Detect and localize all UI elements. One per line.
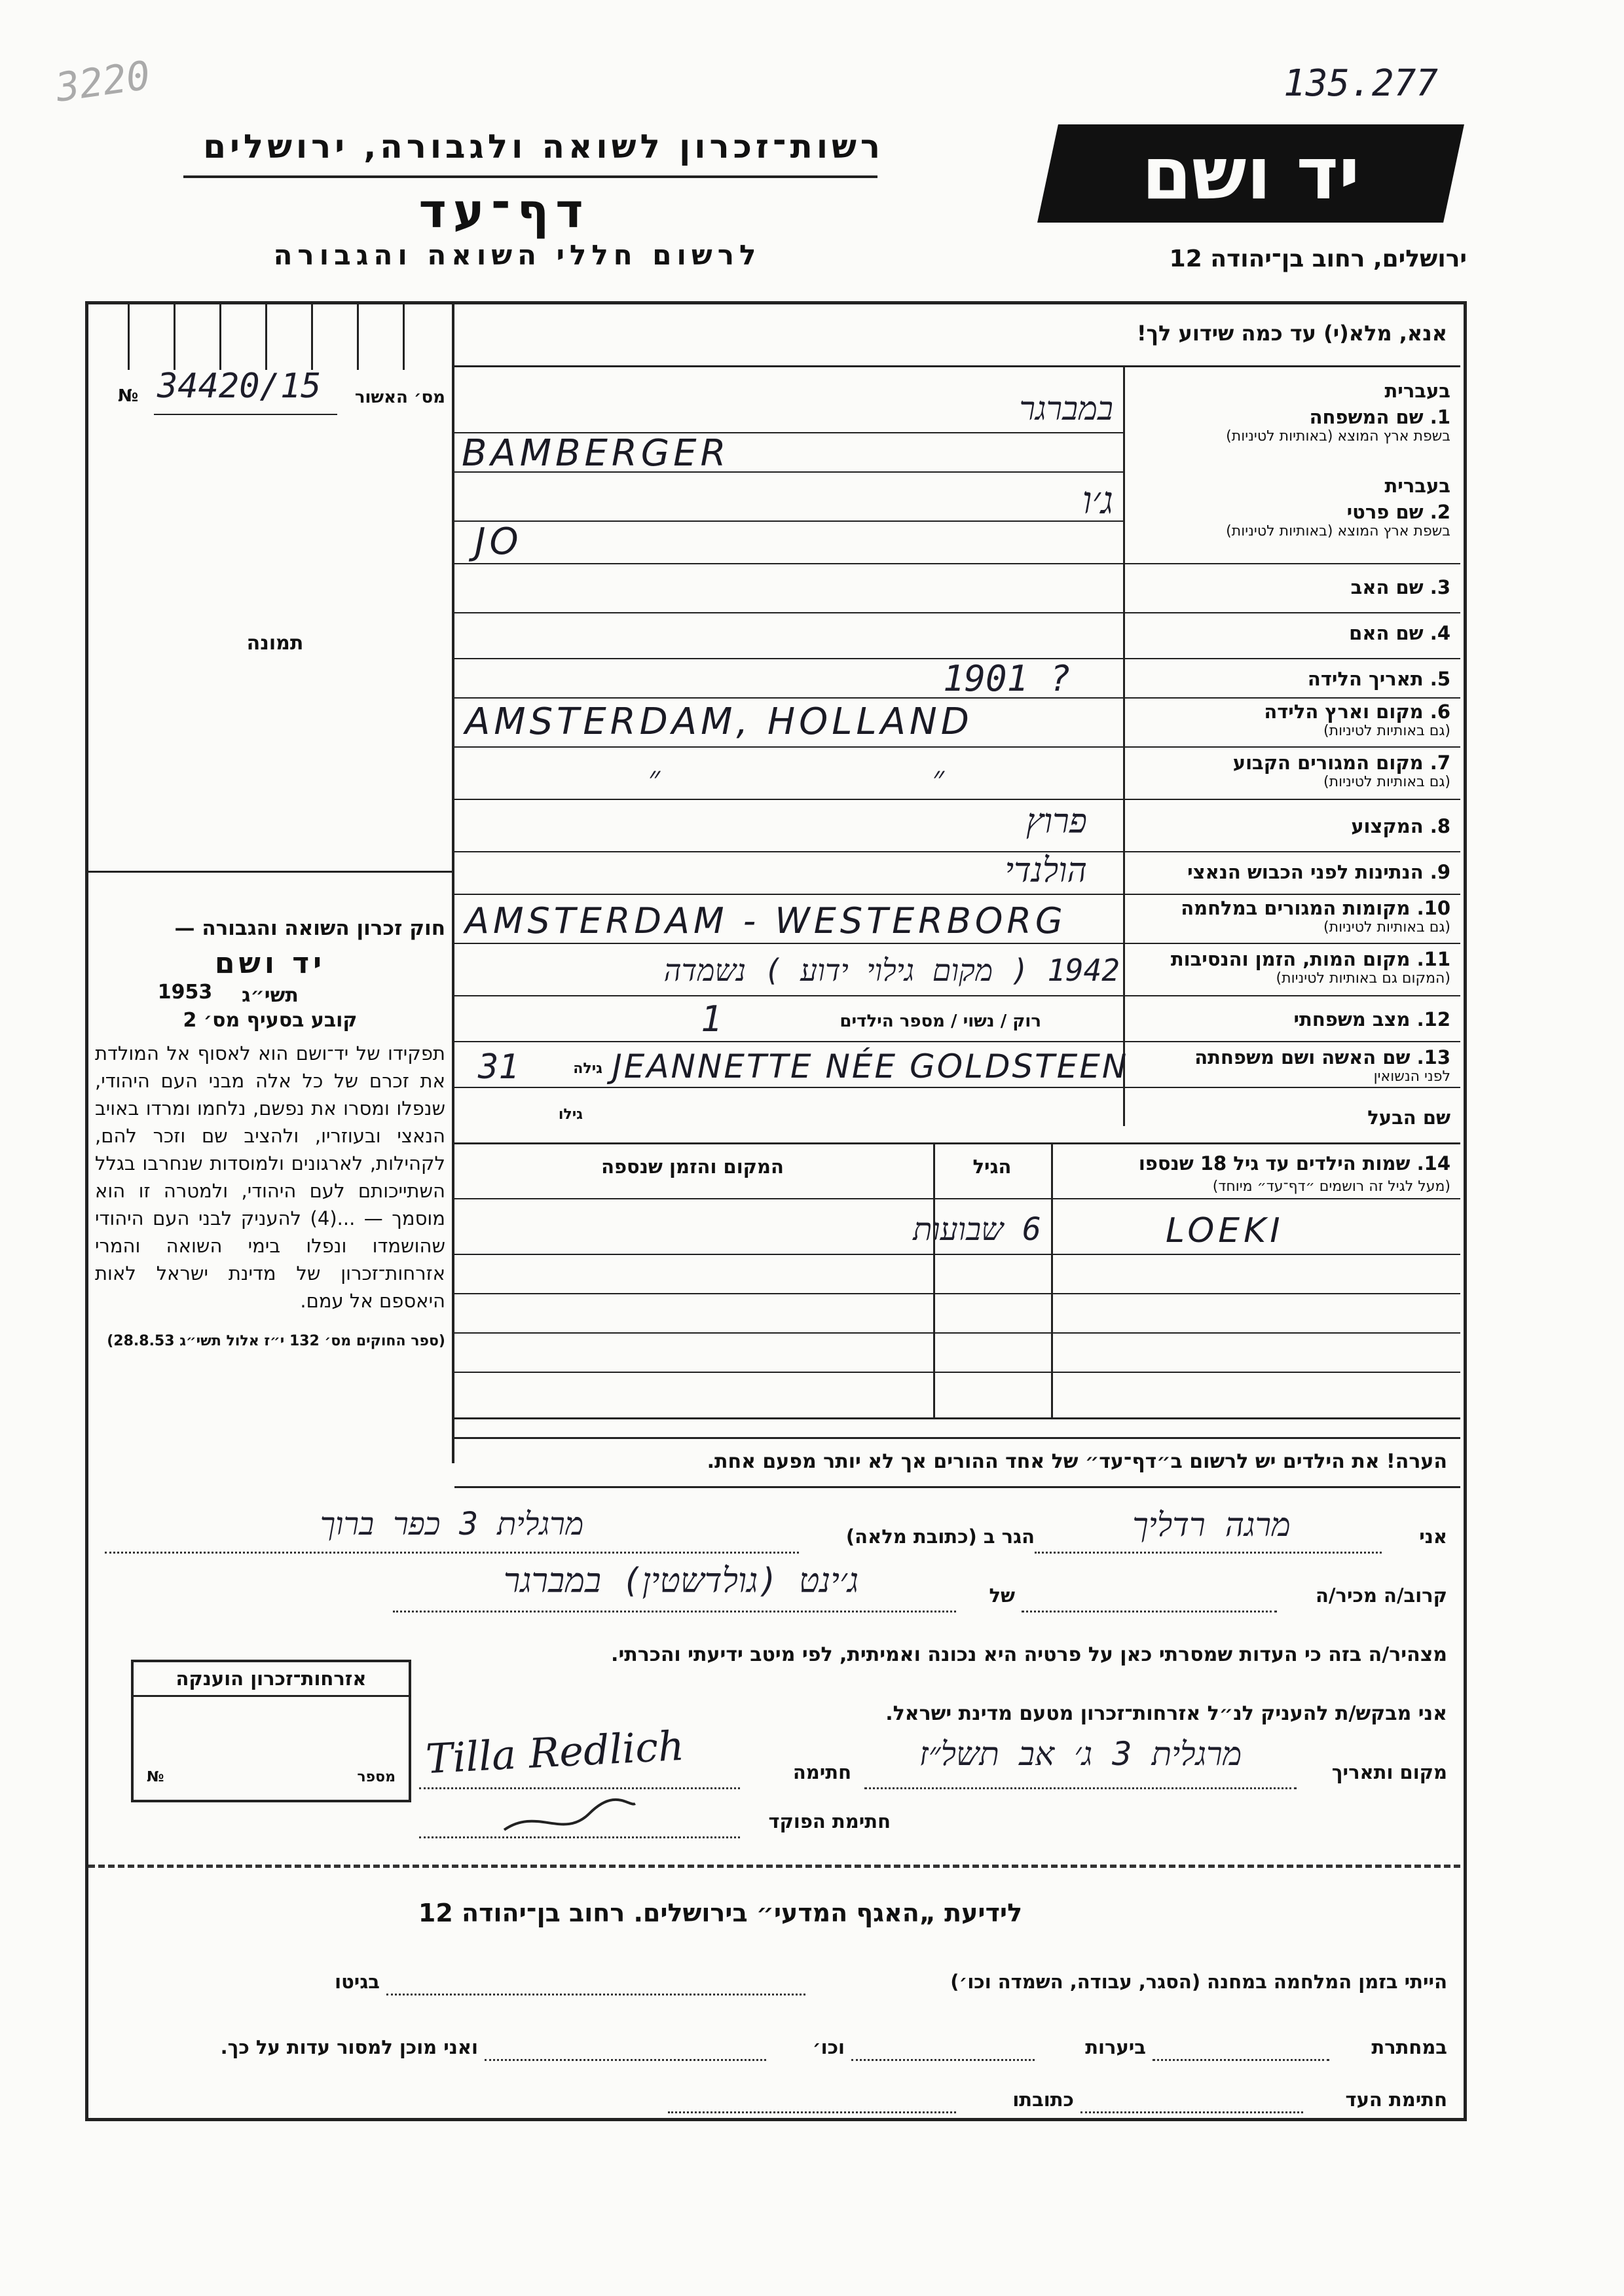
field-num: 13. [1416,1046,1450,1068]
husband-age-label: גילו [558,1106,583,1123]
decl-i-label: אני [1419,1525,1447,1548]
field-label: תאריך הלידה [1307,668,1424,690]
decl-official-label: חתימת הפוקד [768,1810,891,1832]
field-husband [1130,1106,1450,1129]
field-sub: (גם באותיות לטיניות) [1323,723,1450,739]
registration-number: 34420/15 [157,367,322,406]
law-title: חוק זכרון השואה והגבורה — [174,917,445,940]
photo-label: תמונה [246,632,304,655]
address: ירושלים, רחוב בן־יהודה 12 [1169,246,1467,272]
field-sub: (גם באותיות לטיניות) [1323,774,1450,790]
field-spouse [1130,1046,1450,1085]
law-text: תפקידו של יד־ושם הוא לאסוף אל המולדת את זכרם של כל אלה מבני העם היהודי, שנפלו ומסרו את נפשם, נלחמו ומרדו באויב הנאצי ובעוזריו, ולהציב שם וזכר להם, לקהילות, לארגונים ולמוסדות שנחרבו בגלל השתייכותם לעם היהודי, ולמטרה זו הוא מוסמך — ...(4) להעניק לבני העם היהודי שהושמדו ונפלו בימי השואה והמרי אזרחות־זכרון של מדינת ישראל לאות היאספם אל עמם. [95,1042,445,1312]
children-place-header: המקום והזמן שנספה [601,1156,784,1178]
field-birth-place [1130,701,1450,739]
children-note: הערה! את הילדים יש לרשום ב״דף־עד״ של אחד ההורים אך לא יותר מפעם אחת. [707,1450,1447,1473]
field-num: 11. [1416,948,1450,970]
children-title: שמות הילדים עד גיל 18 שנספו [1138,1152,1411,1175]
top-note: אנא, מלא(י) עד כמה שידוע לך! [1136,321,1447,346]
field-marital-status [1130,1008,1450,1030]
field-label: מצב משפחתי [1293,1008,1411,1030]
marital-sub: רוק / נשוי / מספר הילדים [840,1011,1041,1031]
decl-statement: מצהיר/ה בזה כי העדות שמסרתי כאן על פרטיה היא נכונה ואמיתית, לפי מיטב ידיעתי והכרתי. [611,1643,1447,1666]
decl-signature-label: חתימה [792,1761,851,1783]
children-header [1058,1152,1450,1195]
field-residence [1130,752,1450,790]
field-sub: (גם באותיות לטיניות) [1323,919,1450,936]
registration-boxes [88,304,452,370]
field-num: 10. [1416,897,1450,919]
corner-stamp-number: 3220 [52,52,153,111]
law-box [95,917,445,1493]
address-label: (כתובת מלאה) [845,1525,977,1548]
field-num: 1. [1430,406,1450,428]
field-sub: לפני הנשואין [1373,1068,1450,1085]
honorary-box [131,1660,411,1802]
field-father-name [1130,576,1450,598]
bottom-line1-end: בגיטו [335,1971,380,1993]
honorary-number-label: מספר [357,1769,396,1785]
bottom-line2-mid2: וכו׳ [812,2036,845,2058]
field-label: מקומות המגורים במלחמה [1181,897,1411,919]
decl-residing-label [805,1525,1035,1548]
decl-place-date-label: מקום ותאריך [1331,1761,1447,1783]
wife-name-value: JEANNETTE NÉE GOLDSTEEN [612,1048,1129,1085]
death-place-value: 1942 ( מקום גילוי ידוע ) נשמדה [663,953,1120,988]
archive-number: 135.277 [1283,62,1439,105]
birth-place-value: AMSTERDAM, HOLLAND [465,701,973,743]
child-name: LOEKI [1166,1211,1284,1250]
wife-age-value: 31 [478,1048,519,1087]
registration-prefix: № [118,386,139,406]
field-num: 7. [1430,752,1450,774]
bottom-line3-start: חתימת העד [1345,2088,1447,2111]
deceased-reference: ג׳ינט (גולדשטין) במברגר [503,1561,859,1601]
field-sub: (המקום גם באותיות לטיניות) [1276,970,1450,987]
declarant-address: מרגלית 3 כפר ברוך [320,1506,584,1542]
field-num: 6. [1430,701,1450,723]
decl-relative-label: קרוב/ה מכיר/ה [1316,1584,1447,1607]
field-label: שם האשה ושם משפחתה [1194,1046,1411,1068]
field-num: 9. [1430,861,1450,883]
field-mother-name [1130,622,1450,644]
wartime-residence-value: AMSTERDAM - WESTERBORG [465,900,1067,941]
yad-vashem-logo [1037,124,1464,223]
field-sub: בשפת ארץ המוצא (באותיות לטיניות) [1226,428,1450,445]
field-nationality [1130,861,1450,883]
declarant-signature: Tilla Redlich [424,1721,686,1783]
bottom-divider [88,1865,1460,1868]
children-age-header: הגיל [972,1156,1012,1178]
law-citation: (ספר החוקים מס׳ 132 י״ז אלול תשי״ג 28.8.53) [107,1333,445,1349]
field-label: מקום וארץ הלידה [1264,701,1424,723]
law-year-hebrew: תשי״ג [242,984,299,1007]
bottom-line2-start: במחתרת [1371,2036,1447,2058]
bottom-line3-mid: כתובתו [1012,2088,1074,2111]
field-num: 2. [1430,501,1450,523]
place-date-value: מרגלית 3 ג׳ אב תשל״ז [919,1735,1242,1773]
honorary-title: אזרחות־זכרון הוענקה [134,1662,409,1697]
declarant-name: מרגה רדליך [1132,1506,1291,1544]
hebrew-tag: בעברית [1384,475,1450,497]
form-name: דף־עד [418,183,590,238]
field-label: שם המשפחה [1309,406,1424,428]
family-name-value: BAMBERGER [462,432,730,475]
birth-date-value: 1901 ? [943,658,1071,699]
bottom-line2-end: ואני מוכן למסור עדות על כך. [220,2036,478,2058]
first-name-value: JO [475,520,523,563]
registration-label: מס׳ האשור [354,388,445,407]
field-first-name [1130,475,1450,539]
authority-title: רשות־זכרון לשואה ולגבורה, ירושלים [203,128,884,166]
logo-text: יד ושם [1141,132,1360,215]
bottom-line2-mid1: ביערות [1085,2036,1146,2058]
field-num: 8. [1430,815,1450,837]
honorary-prefix: № [147,1769,164,1785]
field-label: מקום המגורים הקבוע [1232,752,1424,774]
field-label: שם האב [1350,576,1424,598]
field-profession [1130,815,1450,837]
field-label: המקצוע [1351,815,1424,837]
field-sub: בשפת ארץ המוצא (באותיות לטיניות) [1226,523,1450,539]
residing-label: הגר ב [983,1525,1035,1548]
field-label: שם פרטי [1346,501,1424,523]
field-birth-date [1130,668,1450,690]
form-purpose: לרשום חללי השואה והגבורה [273,239,762,271]
field-num: 14. [1416,1152,1450,1175]
field-num: 3. [1430,576,1450,598]
profession-value: פרוץ [1025,802,1087,841]
field-death-place [1130,948,1450,987]
child-age: 6 שבועות [913,1211,1041,1248]
bottom-heading: לידיעת „האגף המדעי״ בירושלים. רחוב בן־יהודה 12 [418,1899,1023,1927]
field-label: מקום המות, הזמן והנסיבות [1170,948,1411,970]
field-family-name [1130,380,1450,445]
residence-value: ״ ״ [648,759,984,796]
field-label: הנתינות לפני הכבוש הנאצי [1187,861,1424,883]
official-signature-mark [498,1794,642,1840]
first-name-hebrew: ג׳ו [1082,478,1113,522]
decl-request: אני מבקש/ת להעניק לנ״ל אזרחות־זכרון מטעם מדינת ישראל. [885,1702,1447,1725]
hebrew-tag: בעברית [1384,380,1450,402]
family-name-hebrew: במברגר [1019,390,1113,428]
field-num: 12. [1416,1008,1450,1030]
field-wartime-residence [1130,897,1450,936]
field-num: 5. [1430,668,1450,690]
field-label: שם הבעל [1367,1106,1450,1129]
wife-age-label: גילה [573,1061,602,1077]
field-label: שם האם [1349,622,1424,644]
law-section: קובע בסעיף מס׳ 2 [183,1009,358,1032]
law-year: 1953 [157,981,213,1004]
nationality-value: הולנדי [1005,851,1087,890]
law-name: יד ושם [214,947,326,980]
field-num: 4. [1430,622,1450,644]
bottom-line1: הייתי בזמן המלחמה במחנה (הסגר, עבודה, השמדה וכו׳) [950,1971,1447,1993]
children-subtitle: (מעל לגיל זה רושמים ״דף־עד״ מיוחד) [1212,1178,1450,1195]
decl-of-label: של [989,1584,1015,1607]
children-count-value: 1 [701,998,722,1040]
